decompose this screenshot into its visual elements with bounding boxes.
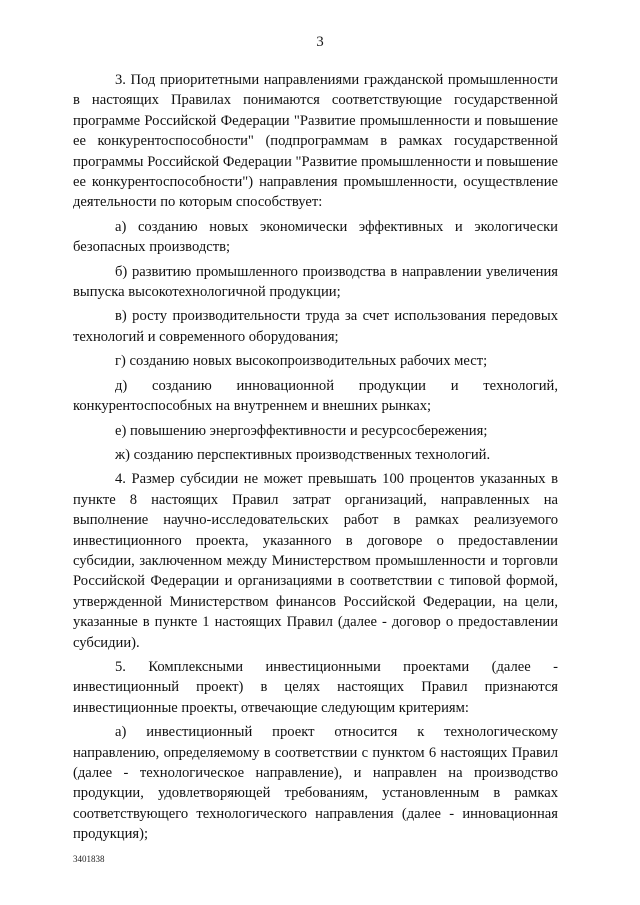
list-item-v: в) росту производительности труда за счет использования передовых технологий и современного оборудования; (73, 308, 558, 345)
page-number: 3 (316, 34, 324, 50)
list-item-g: г) созданию новых высокопроизводительных рабочих мест; (115, 353, 488, 370)
list-item-e: е) повышению энергоэффективности и ресурсосбережения; (115, 422, 488, 439)
list-item-zh: ж) созданию перспективных производственных технологий. (115, 446, 491, 463)
footer-code: 3401838 (73, 854, 105, 864)
paragraph-4: 4. Размер субсидии не может превышать 100 процентов указанных в пункте 8 настоящих Правил затрат организаций, направленных на выполнение научно-исследовательских работ в рамках реализуемого инвестиционного проекта, указанного в договоре о предоставлении субсидии, заключенном между Министерством промышленности и торговли Российской Федерации и организациями в соответствии с типовой формой, утвержденной Министерством финансов Российской Федерации, на цели, указанные в пункте 1 настоящих Правил (далее - договор о предоставлении субсидии). (73, 471, 558, 651)
list-item-d: д) созданию инновационной продукции и технологий, конкурентоспособных на внутреннем и внешних рынках; (73, 377, 558, 415)
paragraph-3: 3. Под приоритетными направлениями гражданской промышленности в настоящих Правилах понимаются соответствующие государственной программе Российской Федерации "Развитие промышленности и повышение ее конкурентоспособности" (подпрограммам в рамках государственной программы Российской Федерации "Развитие промышленности и повышение ее конкурентоспособности") направления промышленности, осуществление деятельности по которым способствует: (73, 72, 558, 211)
document-body (73, 70, 558, 849)
criteria-item-a: а) инвестиционный проект относится к технологическому направлению, определяемому в соответствии с пунктом 6 настоящих Правил (далее - технологическое направление), и направлен на производство продукции, удовлетворяющей требованиям, установленным в рамках соответствующего технологического направления (далее - инновационная продукция); (73, 724, 558, 843)
list-item-a: а) созданию новых экономически эффективных и экологически безопасных производств; (73, 218, 558, 256)
list-item-b: б) развитию промышленного производства в направлении увеличения выпуска высокотехнологичной продукции; (73, 263, 558, 301)
paragraph-5: 5. Комплексными инвестиционными проектами (далее - инвестиционный проект) в целях настоящих Правил признаются инвестиционные проекты, отвечающие следующим критериям: (73, 658, 558, 716)
